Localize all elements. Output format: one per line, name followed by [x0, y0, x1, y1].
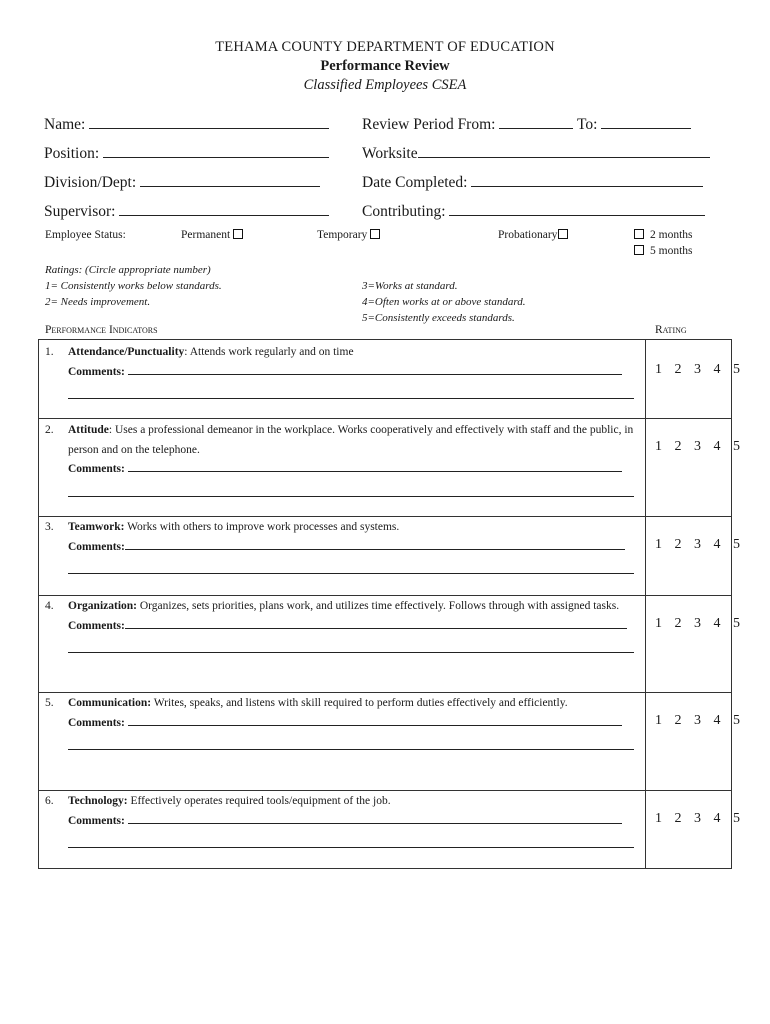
rating-1-text: 1= Consistently works below standards. [45, 280, 222, 292]
worksite-line[interactable] [418, 143, 710, 158]
date-completed-line[interactable] [471, 172, 703, 187]
rating-scale-4[interactable]: 1 2 3 4 5 [655, 616, 745, 631]
status-permanent[interactable] [181, 229, 246, 241]
comments-label: Comments: [68, 716, 125, 729]
comments-line[interactable] [68, 484, 634, 497]
contributing-label: Contributing: [362, 203, 446, 220]
comments-line[interactable] [125, 617, 627, 629]
supervisor-line[interactable] [119, 201, 329, 216]
review-period-field[interactable] [362, 114, 691, 134]
division-line[interactable] [140, 172, 320, 187]
indicator-number: 4. [45, 600, 54, 612]
review-period-label: Review Period From: [362, 116, 496, 133]
comments-field[interactable] [68, 460, 637, 480]
indicator-description: Organizes, sets priorities, plans work, and utilizes time effectively. Follows through with assigned tasks. [137, 600, 620, 612]
comments-field[interactable] [68, 617, 637, 637]
division-field[interactable] [44, 172, 320, 192]
position-line[interactable] [103, 143, 329, 158]
division-label: Division/Dept: [44, 174, 137, 191]
worksite-label: Worksite [362, 145, 418, 162]
contributing-field[interactable] [362, 201, 705, 221]
indicator-row-6 [45, 792, 637, 848]
comments-line[interactable] [68, 640, 634, 653]
comments-line[interactable] [68, 737, 634, 750]
two-months-label: 2 months [650, 229, 693, 241]
indicator-description: : Uses a professional demeanor in the workplace. Works cooperatively and effectively with staff and the public, in person and on the telephone. [68, 424, 634, 456]
ratings-legend-right [362, 278, 525, 326]
rating-5-text: 5=Consistently exceeds standards. [362, 312, 515, 324]
rating-4-text: 4=Often works at or above standard. [362, 296, 526, 308]
position-field[interactable] [44, 143, 329, 163]
row-divider [38, 418, 732, 419]
rating-scale-2[interactable]: 1 2 3 4 5 [655, 439, 745, 454]
name-field[interactable] [44, 114, 329, 134]
comments-line[interactable] [125, 538, 625, 550]
supervisor-field[interactable] [44, 201, 329, 221]
status-two-months[interactable] [634, 229, 693, 241]
name-label: Name: [44, 116, 86, 133]
rating-scale-6[interactable]: 1 2 3 4 5 [655, 811, 745, 826]
five-months-checkbox[interactable] [634, 245, 644, 255]
date-completed-field[interactable] [362, 172, 703, 192]
indicator-number: 2. [45, 424, 54, 436]
indicator-title: Teamwork: [68, 521, 125, 533]
comments-label: Comments: [68, 540, 125, 553]
five-months-label: 5 months [650, 245, 693, 257]
indicator-row-5 [45, 694, 637, 750]
comments-line[interactable] [128, 714, 622, 726]
worksite-field[interactable] [362, 143, 710, 163]
ratings-legend-left [45, 262, 222, 310]
indicator-description: Writes, speaks, and listens with skill required to perform duties effectively and efficiently. [151, 697, 568, 709]
indicator-description: Effectively operates required tools/equipment of the job. [127, 795, 391, 807]
temporary-checkbox[interactable] [370, 229, 380, 239]
indicator-description: : Attends work regularly and on time [184, 346, 354, 358]
contributing-line[interactable] [449, 201, 705, 216]
name-line[interactable] [89, 114, 329, 129]
indicator-title: Attitude [68, 424, 109, 436]
document-title: Performance Review [320, 58, 450, 74]
row-divider [38, 595, 732, 596]
probationary-label: Probationary [498, 229, 558, 241]
temporary-label: Temporary [317, 229, 368, 241]
rating-header: Rating [655, 324, 687, 336]
row-divider [38, 516, 732, 517]
review-from-line[interactable] [499, 114, 573, 129]
supervisor-label: Supervisor: [44, 203, 116, 220]
employee-status-label: Employee Status: [45, 229, 126, 241]
two-months-checkbox[interactable] [634, 229, 644, 239]
indicator-title: Attendance/Punctuality [68, 346, 185, 358]
rating-3-text: 3=Works at standard. [362, 280, 458, 292]
status-five-months[interactable] [634, 245, 693, 257]
probationary-checkbox[interactable] [558, 229, 568, 239]
rating-scale-1[interactable]: 1 2 3 4 5 [655, 362, 745, 377]
comments-label: Comments: [68, 365, 125, 378]
indicator-number: 1. [45, 346, 54, 358]
comments-line[interactable] [68, 561, 634, 574]
comments-line[interactable] [68, 386, 634, 399]
organization-name: TEHAMA COUNTY DEPARTMENT OF EDUCATION [215, 39, 555, 55]
review-to-line[interactable] [601, 114, 691, 129]
indicator-number: 5. [45, 697, 54, 709]
indicator-row-4 [45, 597, 637, 653]
comments-line[interactable] [128, 460, 622, 472]
indicator-number: 3. [45, 521, 54, 533]
comments-field[interactable] [68, 812, 637, 832]
date-completed-label: Date Completed: [362, 174, 468, 191]
comments-label: Comments: [68, 619, 125, 632]
indicator-row-1 [45, 343, 637, 399]
indicator-description: Works with others to improve work processes and systems. [124, 521, 400, 533]
rating-2-text: 2= Needs improvement. [45, 296, 151, 308]
permanent-checkbox[interactable] [233, 229, 243, 239]
document-subtitle: Classified Employees CSEA [303, 77, 467, 93]
performance-indicators-header: Performance Indicators [45, 324, 158, 336]
comments-label: Comments: [68, 814, 125, 827]
document-header [0, 38, 770, 95]
row-divider [38, 692, 732, 693]
rating-scale-3[interactable]: 1 2 3 4 5 [655, 537, 745, 552]
comments-line[interactable] [128, 812, 622, 824]
comments-field[interactable] [68, 714, 637, 734]
comments-field[interactable] [68, 538, 637, 558]
comments-label: Comments: [68, 463, 125, 475]
indicator-title: Organization: [68, 600, 137, 612]
review-to-label: To: [576, 116, 598, 133]
indicator-title: Technology: [68, 795, 128, 807]
row-divider [38, 790, 732, 791]
status-probationary[interactable] [498, 229, 571, 241]
comments-line[interactable] [128, 363, 622, 375]
indicator-row-2 [45, 421, 637, 497]
comments-field[interactable] [68, 363, 637, 383]
indicator-row-3 [45, 518, 637, 574]
rating-scale-5[interactable]: 1 2 3 4 5 [655, 713, 745, 728]
position-label: Position: [44, 145, 100, 162]
indicator-number: 6. [45, 795, 54, 807]
ratings-title: Ratings: (Circle appropriate number) [45, 264, 211, 276]
permanent-label: Permanent [181, 229, 231, 241]
comments-line[interactable] [68, 835, 634, 848]
status-temporary[interactable] [317, 229, 383, 241]
indicator-title: Communication: [68, 697, 152, 709]
